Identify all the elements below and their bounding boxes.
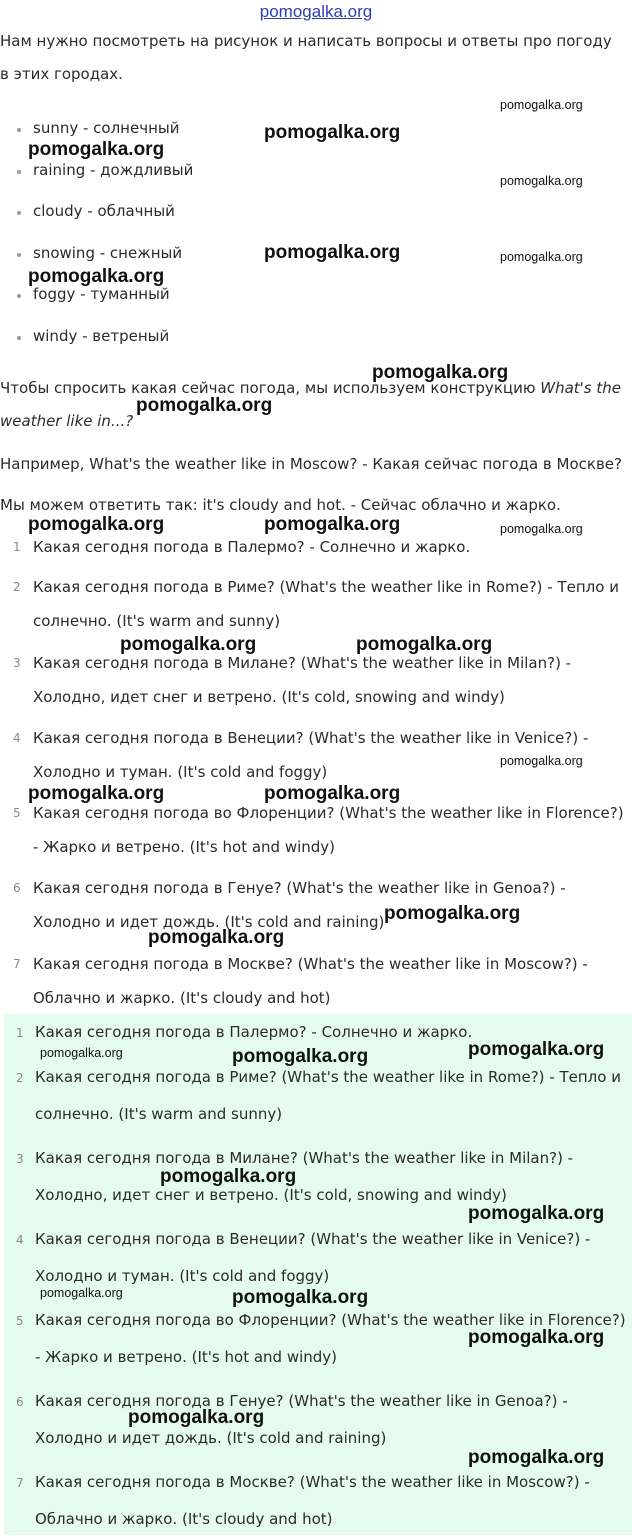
- item-number: 5: [16, 1314, 24, 1328]
- answer-item: [0, 570, 630, 646]
- answer-text: Какая сегодня погода в Генуе? (What's the weather like in Genoa?) - Холодно и идет дождь. (It's cold and raining): [35, 1392, 568, 1447]
- item-number: 3: [13, 656, 21, 670]
- watermark-text: pomogalka.org: [264, 242, 401, 263]
- watermark-text: pomogalka.org: [500, 754, 583, 768]
- highlighted-answer-item: [4, 1059, 630, 1140]
- answer-text: Какая сегодня погода в Москве? (What's the weather like in Moscow?) - Облачно и жарко. (It's cloudy and hot): [35, 1473, 590, 1528]
- item-number: 6: [13, 881, 21, 895]
- intro-text: Нам нужно посмотреть на рисунок и написать вопросы и ответы про погоду в этих городах.: [0, 32, 612, 83]
- item-number: 4: [13, 731, 21, 745]
- watermark-text: pomogalka.org: [28, 514, 165, 535]
- highlighted-answer-item: [4, 1302, 630, 1383]
- vocab-item: raining - дождливый: [0, 154, 193, 196]
- site-header-link[interactable]: pomogalka.org: [259, 2, 373, 21]
- answer-text: Какая сегодня погода во Флоренции? (What's the weather like in Florence?) - Жарко и ветрено. (It's hot and windy): [33, 804, 624, 856]
- watermark-text: pomogalka.org: [500, 174, 583, 188]
- answer-text: Какая сегодня погода в Палермо? - Солнечно и жарко.: [33, 538, 471, 556]
- watermark-text: pomogalka.org: [500, 522, 583, 536]
- answer-item: [0, 646, 630, 721]
- item-number: 7: [16, 1476, 24, 1490]
- answer-text: Какая сегодня погода во Флоренции? (What's the weather like in Florence?) - Жарко и ветрено. (It's hot and windy): [35, 1311, 626, 1366]
- watermark-text: pomogalka.org: [40, 1286, 123, 1300]
- highlighted-answer-item: [4, 1221, 630, 1302]
- highlighted-answer-item: [4, 1464, 630, 1534]
- watermark-text: pomogalka.org: [264, 122, 401, 143]
- watermark-text: pomogalka.org: [500, 250, 583, 264]
- item-number: 4: [16, 1233, 24, 1247]
- vocab-item: windy - ветреный: [0, 320, 193, 362]
- example-text: Например, What's the weather like in Moscow? - Какая сейчас погода в Москве?: [0, 455, 622, 473]
- vocab-item: cloudy - облачный: [0, 195, 193, 237]
- answer-item: [0, 721, 630, 796]
- highlighted-answer-item: [4, 1140, 630, 1221]
- answer-text: Какая сегодня погода в Венеции? (What's the weather like in Venice?) - Холодно и туман. (It's cold and foggy): [33, 729, 589, 781]
- watermark-text: pomogalka.org: [40, 1046, 123, 1060]
- answer-item: [0, 530, 630, 570]
- watermark-text: pomogalka.org: [356, 634, 493, 655]
- watermark-text: pomogalka.org: [264, 783, 401, 804]
- watermark-text: pomogalka.org: [468, 1327, 605, 1348]
- item-number: 1: [16, 1026, 24, 1040]
- answer-item: [0, 796, 630, 871]
- construction-phrase: What's the weather like in...?: [0, 379, 621, 430]
- highlighted-answer-item: [4, 1383, 630, 1464]
- item-number: 1: [13, 540, 21, 554]
- watermark-text: pomogalka.org: [28, 266, 165, 287]
- watermark-text: pomogalka.org: [136, 395, 273, 416]
- vocab-item: sunny - солнечный: [0, 112, 193, 154]
- vocab-item: foggy - туманный: [0, 278, 193, 320]
- item-number: 7: [13, 957, 21, 971]
- answer-text: Какая сегодня погода в Венеции? (What's the weather like in Venice?) - Холодно и туман. (It's cold and foggy): [35, 1230, 591, 1285]
- item-number: 5: [13, 806, 21, 820]
- watermark-text: pomogalka.org: [468, 1039, 605, 1060]
- watermark-text: pomogalka.org: [28, 783, 165, 804]
- watermark-text: pomogalka.org: [468, 1447, 605, 1468]
- vocabulary-list: [0, 112, 193, 362]
- answer-text: Какая сегодня погода в Палермо? - Солнечно и жарко.: [35, 1023, 473, 1041]
- watermark-text: pomogalka.org: [148, 927, 285, 948]
- answer-item: [0, 947, 630, 1017]
- item-number: 2: [16, 1071, 24, 1085]
- highlighted-answers-list: [4, 1014, 630, 1534]
- answer-text: Какая сегодня погода в Москве? (What's the weather like in Moscow?) - Облачно и жарко. (It's cloudy and hot): [33, 955, 588, 1007]
- watermark-text: pomogalka.org: [372, 362, 509, 383]
- answer-item: [0, 871, 630, 947]
- watermark-text: pomogalka.org: [28, 139, 165, 160]
- item-number: 6: [16, 1395, 24, 1409]
- answer-text: Какая сегодня погода в Милане? (What's the weather like in Milan?) - Холодно, идет снег и ветрено. (It's cold, snowing and windy): [35, 1149, 574, 1204]
- highlighted-answer-item: [4, 1014, 630, 1059]
- answer-example-text: Мы можем ответить так: it's cloudy and hot. - Сейчас облачно и жарко.: [0, 496, 561, 514]
- watermark-text: pomogalka.org: [264, 514, 401, 535]
- answer-text: Какая сегодня погода в Генуе? (What's the weather like in Genoa?) - Холодно и идет дождь. (It's cold and raining): [33, 879, 566, 931]
- watermark-text: pomogalka.org: [128, 1407, 265, 1428]
- explanation-text: [0, 372, 625, 438]
- watermark-text: pomogalka.org: [384, 903, 521, 924]
- watermark-text: pomogalka.org: [232, 1287, 369, 1308]
- explanation-lead: Чтобы спросить какая сейчас погода, мы используем конструкцию: [0, 379, 541, 397]
- watermark-text: pomogalka.org: [160, 1166, 297, 1187]
- answer-text: Какая сегодня погода в Риме? (What's the weather like in Rome?) - Тепло и солнечно. (It's warm and sunny): [33, 578, 619, 630]
- vocab-item: snowing - снежный: [0, 237, 193, 279]
- watermark-text: pomogalka.org: [468, 1203, 605, 1224]
- item-number: 3: [16, 1152, 24, 1166]
- watermark-text: pomogalka.org: [232, 1046, 369, 1067]
- answer-text: Какая сегодня погода в Милане? (What's the weather like in Milan?) - Холодно, идет снег и ветрено. (It's cold, snowing and windy): [33, 654, 572, 706]
- watermark-text: pomogalka.org: [500, 98, 583, 112]
- item-number: 2: [13, 580, 21, 594]
- answers-list: [0, 530, 630, 1017]
- watermark-text: pomogalka.org: [120, 634, 257, 655]
- answer-text: Какая сегодня погода в Риме? (What's the weather like in Rome?) - Тепло и солнечно. (It's warm and sunny): [35, 1068, 621, 1123]
